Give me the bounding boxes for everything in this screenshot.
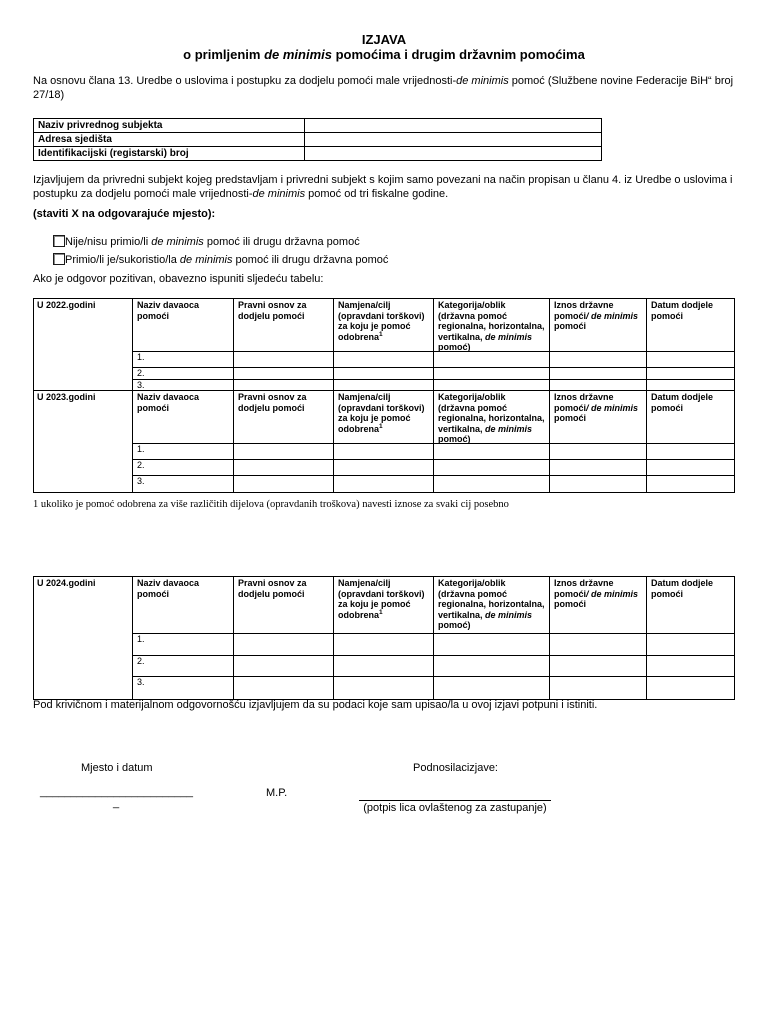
stamp-label: M.P. [266,787,288,799]
subject-name-label: Naziv privrednog subjekta [34,119,305,133]
table-cell [434,352,550,368]
intro-text: pomoć (Službene novine Federacije BiH“ broj 27/18) [33,75,734,101]
footnote-marker: 1 [379,330,383,338]
column-header-text: Namjena/cilj (opravdani torškovi) za koju je pomoć odobrena [338,392,425,434]
table-cell [550,380,647,391]
year-cell-2022: U 2022.godini [34,299,133,391]
option-italic-term: de minimis [179,254,233,266]
subtitle-text: o primljenim [183,47,265,62]
table-cell [434,656,550,677]
table-cell [550,634,647,656]
aid-table-2024 [33,576,735,700]
option-text: Primio/li je/sukoristio/la [65,254,180,266]
column-header-grantor: Naziv davaoca pomoći [133,391,234,444]
column-header-legal-basis: Pravni osnov za dodjelu pomoći [234,299,334,352]
row-number: 2. [133,368,234,380]
column-header-text: Iznos državne pomoći [554,578,614,599]
column-header-date: Datum dodjele pomoći [647,577,735,634]
table-cell [434,634,550,656]
table-cell [647,476,735,493]
column-header-italic: de minimis [485,423,533,434]
column-header-text: pomoć) [438,342,471,352]
column-header-purpose [334,391,434,444]
table-cell [234,444,334,460]
table-cell [234,352,334,368]
table-cell [334,460,434,476]
table-cell [550,677,647,700]
row-number: 3. [133,677,234,700]
attestation-statement: Pod krivičnom i materijalnom odgovornošću izjavljujem da su podaci koje sam upisao/la u ovoj izjavi potpuni i istiniti. [33,699,598,711]
option-not-received [53,235,360,249]
table-cell [550,444,647,460]
subject-id-value [305,147,602,161]
table-cell [334,380,434,391]
subtitle-italic-term: de minimis [264,47,332,62]
subject-id-label: Identifikacijski (registarski) broj [34,147,305,161]
column-header-legal-basis: Pravni osnov za dodjelu pomoći [234,577,334,634]
column-header-italic: de minimis [485,331,533,342]
column-header-amount [550,391,647,444]
table-cell [434,444,550,460]
intro-italic-term: de minimis [456,75,509,87]
option-received [53,253,388,267]
table-cell [334,476,434,493]
column-header-text: pomoći [554,413,587,423]
option-text: Nije/nisu primio/li [65,236,152,248]
table-cell [550,368,647,380]
column-header-date: Datum dodjele pomoći [647,391,735,444]
instruction-text: (staviti X na odgovarajuće mjesto): [33,208,216,220]
table-cell [434,677,550,700]
document-title: IZJAVA [361,32,407,47]
column-header-text: Namjena/cilj (opravdani torškovi) za koju je pomoć odobrena [338,300,425,342]
table-cell [334,656,434,677]
table-cell [234,656,334,677]
row-number: 2. [133,460,234,476]
table-cell [647,634,735,656]
checkbox[interactable] [53,253,65,265]
aid-table-2022-2023 [33,298,735,493]
table-cell [234,476,334,493]
declaration-paragraph [33,173,745,201]
place-date-label: Mjesto i datum [81,762,153,774]
column-header-amount [550,299,647,352]
table-cell [234,368,334,380]
subject-info-table [33,118,602,161]
table-cell [434,460,550,476]
table-cell [334,368,434,380]
place-date-line: _________________________ [40,786,193,798]
option-text: pomoć ili drugu državna pomoć [203,236,360,248]
declaration-text: Izjavljujem da privredni subjekt kojeg predstavljam i privredni subjekt s kojim samo povezani na način propisan u članu 4. iz Uredbe o uslovima i postupku za dodjelu pomoći male vrijednosti- [33,174,733,200]
table-cell [550,460,647,476]
subject-address-label: Adresa sjedišta [34,133,305,147]
column-header-italic: de minimis [485,609,533,620]
table-cell [434,380,550,391]
column-header-purpose [334,299,434,352]
column-header-grantor: Naziv davaoca pomoći [133,577,234,634]
table-cell [434,368,550,380]
column-header-text: Namjena/cilj (opravdani torškovi) za koju je pomoć odobrena [338,578,425,620]
table-cell [234,460,334,476]
footnote-marker: 1 [379,422,383,430]
table-cell [234,380,334,391]
subject-name-value [305,119,602,133]
column-header-purpose [334,577,434,634]
intro-text: Na osnovu člana 13. Uredbe o uslovima i postupku za dodjelu pomoći male vrijednosti- [33,75,457,87]
table-cell [550,656,647,677]
column-header-legal-basis: Pravni osnov za dodjelu pomoći [234,391,334,444]
table-cell [334,677,434,700]
intro-paragraph [33,74,745,102]
declaration-italic-term: de minimis [252,188,306,200]
column-header-category [434,299,550,352]
subject-address-value [305,133,602,147]
column-header-text: pomoć) [438,434,471,444]
row-number: 3. [133,476,234,493]
column-header-category [434,391,550,444]
column-header-grantor: Naziv davaoca pomoći [133,299,234,352]
year-cell-2024: U 2024.godini [34,577,133,700]
document-subtitle [0,47,768,62]
table-cell [647,460,735,476]
column-header-amount [550,577,647,634]
row-number: 3. [133,380,234,391]
year-cell-2023: U 2023.godini [34,391,133,493]
table-cell [647,368,735,380]
column-header-italic: / de minimis [586,402,639,413]
declaration-text: pomoć od tri fiskalne godine. [305,188,449,200]
column-header-text: Kategorija/oblik (državna pomoć regionalna, horizontalna, vertikalna, [438,578,545,620]
applicant-label: Podnosilacizjave: [413,762,498,774]
row-number: 1. [133,352,234,368]
column-header-text: pomoći [554,599,587,609]
column-header-text: Kategorija/oblik (državna pomoć regionalna, horizontalna, vertikalna, [438,392,545,434]
column-header-text: pomoć) [438,620,471,630]
table-cell [647,380,735,391]
option-italic-term: de minimis [151,236,204,248]
table-cell [334,352,434,368]
option-text: pomoć ili drugu državna pomoć [232,254,389,266]
footnote-marker: 1 [379,608,383,616]
table-cell [550,352,647,368]
table-cell [647,656,735,677]
table-cell [550,476,647,493]
row-number: 1. [133,444,234,460]
table-cell [647,677,735,700]
column-header-text: pomoći [554,321,587,331]
column-header-date: Datum dodjele pomoći [647,299,735,352]
table-cell [234,677,334,700]
place-date-underscore: _ [113,797,120,809]
subtitle-text: pomoćima i drugim državnim pomoćima [332,47,585,62]
signature-caption: (potpis lica ovlaštenog za zastupanje) [359,800,551,815]
positive-answer-note: Ako je odgovor pozitivan, obavezno ispuniti sljedeću tabelu: [33,273,324,285]
table-cell [234,634,334,656]
column-header-text: Iznos državne pomoći [554,392,614,413]
row-number: 1. [133,634,234,656]
table-cell [434,476,550,493]
row-number: 2. [133,656,234,677]
column-header-category [434,577,550,634]
column-header-text: Kategorija/oblik (državna pomoć regionalna, horizontalna, vertikalna, [438,300,545,342]
column-header-italic: / de minimis [586,588,639,599]
footnote: 1 ukoliko je pomoć odobrena za više različitih dijelova (opravdanih troškova) navesti iznose za svaki cij posebno [33,499,509,510]
table-cell [334,634,434,656]
column-header-italic: / de minimis [586,310,639,321]
checkbox[interactable] [53,235,65,247]
table-cell [647,352,735,368]
column-header-text: Iznos državne pomoći [554,300,614,321]
table-cell [647,444,735,460]
table-cell [334,444,434,460]
